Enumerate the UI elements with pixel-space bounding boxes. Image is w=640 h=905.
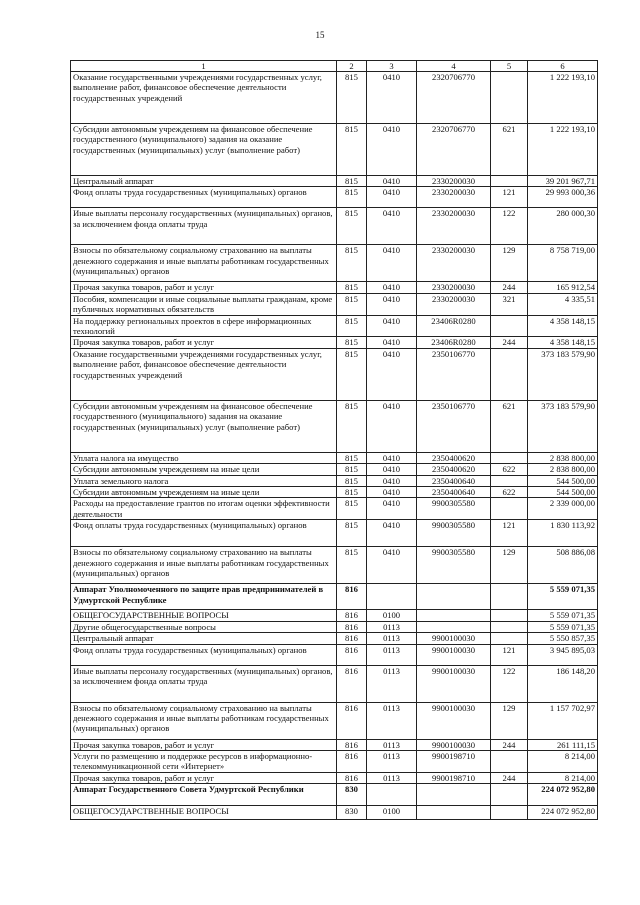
col-header-name: 1 bbox=[71, 61, 337, 72]
table-header-row bbox=[71, 61, 598, 72]
col-header-rz: 3 bbox=[367, 61, 417, 72]
table-row bbox=[71, 621, 598, 632]
cell-sum: 8 214,00 bbox=[528, 750, 598, 772]
cell-gr: 830 bbox=[337, 784, 367, 806]
cell-name: Пособия, компенсации и иные социальные выплаты гражданам, кроме публичных нормативных обязательств bbox=[71, 293, 337, 315]
cell-name: Прочая закупка товаров, работ и услуг bbox=[71, 739, 337, 750]
budget-table bbox=[70, 60, 598, 820]
cell-sum: 2 838 800,00 bbox=[528, 464, 598, 475]
cell-cs: 9900305580 bbox=[417, 520, 491, 547]
cell-vr bbox=[491, 784, 528, 806]
cell-gr: 815 bbox=[337, 72, 367, 124]
cell-name: Центральный аппарат bbox=[71, 176, 337, 187]
cell-sum: 1 830 113,92 bbox=[528, 520, 598, 547]
table-row bbox=[71, 293, 598, 315]
cell-sum: 508 886,08 bbox=[528, 547, 598, 584]
cell-vr: 121 bbox=[491, 644, 528, 665]
cell-vr bbox=[491, 176, 528, 187]
cell-gr: 816 bbox=[337, 644, 367, 665]
cell-name: Аппарат Уполномоченного по защите прав предпринимателей в Удмуртской Республике bbox=[71, 584, 337, 610]
cell-rz: 0410 bbox=[367, 208, 417, 245]
cell-name: Оказание государственными учреждениями государственных услуг, выполнение работ, финансовое обеспечение деятельности государственных учреждений bbox=[71, 348, 337, 400]
cell-gr: 815 bbox=[337, 315, 367, 337]
cell-gr: 815 bbox=[337, 245, 367, 282]
table-body bbox=[71, 72, 598, 820]
cell-vr bbox=[491, 72, 528, 124]
cell-sum: 544 500,00 bbox=[528, 487, 598, 498]
table-row bbox=[71, 72, 598, 124]
cell-cs: 9900100030 bbox=[417, 665, 491, 702]
cell-sum: 8 758 719,00 bbox=[528, 245, 598, 282]
cell-name: Уплата земельного налога bbox=[71, 475, 337, 486]
cell-vr bbox=[491, 348, 528, 400]
cell-cs: 2350106770 bbox=[417, 348, 491, 400]
cell-cs bbox=[417, 621, 491, 632]
cell-gr: 815 bbox=[337, 282, 367, 293]
cell-gr: 816 bbox=[337, 633, 367, 644]
cell-rz: 0100 bbox=[367, 610, 417, 621]
table-row bbox=[71, 610, 598, 621]
cell-gr: 815 bbox=[337, 176, 367, 187]
cell-name: Взносы по обязательному социальному страхованию на выплаты денежного содержания и иные выплаты работникам государственных (муниципальных) органов bbox=[71, 702, 337, 739]
cell-name: Прочая закупка товаров, работ и услуг bbox=[71, 282, 337, 293]
cell-cs: 2330200030 bbox=[417, 187, 491, 208]
cell-name: Субсидии автономным учреждениям на финансовое обеспечение государственного (муниципального) задания на оказание государственных (муниципальных) услуг (выполнение работ) bbox=[71, 124, 337, 176]
cell-vr: 129 bbox=[491, 245, 528, 282]
cell-vr: 244 bbox=[491, 337, 528, 348]
cell-sum: 5 559 071,35 bbox=[528, 584, 598, 610]
cell-rz: 0410 bbox=[367, 282, 417, 293]
cell-vr: 622 bbox=[491, 487, 528, 498]
cell-rz: 0410 bbox=[367, 464, 417, 475]
cell-gr: 815 bbox=[337, 187, 367, 208]
col-header-sum: 6 bbox=[528, 61, 598, 72]
cell-rz: 0113 bbox=[367, 772, 417, 783]
cell-sum: 29 993 000,36 bbox=[528, 187, 598, 208]
cell-cs: 2330200030 bbox=[417, 293, 491, 315]
cell-vr: 121 bbox=[491, 187, 528, 208]
cell-name: Фонд оплаты труда государственных (муниципальных) органов bbox=[71, 644, 337, 665]
table-row bbox=[71, 187, 598, 208]
cell-cs: 2330200030 bbox=[417, 176, 491, 187]
cell-rz: 0113 bbox=[367, 750, 417, 772]
table-row bbox=[71, 806, 598, 820]
cell-cs: 9900198710 bbox=[417, 750, 491, 772]
cell-name: Уплата налога на имущество bbox=[71, 452, 337, 463]
cell-gr: 815 bbox=[337, 487, 367, 498]
cell-gr: 816 bbox=[337, 665, 367, 702]
cell-sum: 186 148,20 bbox=[528, 665, 598, 702]
cell-gr: 815 bbox=[337, 547, 367, 584]
table-row bbox=[71, 124, 598, 176]
cell-vr bbox=[491, 498, 528, 520]
cell-name: Взносы по обязательному социальному страхованию на выплаты денежного содержания и иные выплаты работникам государственных (муниципальных) органов bbox=[71, 245, 337, 282]
cell-vr: 121 bbox=[491, 520, 528, 547]
cell-sum: 2 339 000,00 bbox=[528, 498, 598, 520]
cell-sum: 224 072 952,80 bbox=[528, 784, 598, 806]
cell-name: ОБЩЕГОСУДАРСТВЕННЫЕ ВОПРОСЫ bbox=[71, 610, 337, 621]
cell-name: Фонд оплаты труда государственных (муниципальных) органов bbox=[71, 187, 337, 208]
cell-cs: 9900100030 bbox=[417, 633, 491, 644]
cell-vr bbox=[491, 452, 528, 463]
cell-sum: 1 157 702,97 bbox=[528, 702, 598, 739]
cell-vr: 321 bbox=[491, 293, 528, 315]
cell-vr: 621 bbox=[491, 124, 528, 176]
cell-rz: 0410 bbox=[367, 475, 417, 486]
cell-cs: 9900198710 bbox=[417, 772, 491, 783]
cell-gr: 815 bbox=[337, 452, 367, 463]
cell-name: Центральный аппарат bbox=[71, 633, 337, 644]
cell-cs: 9900100030 bbox=[417, 739, 491, 750]
cell-rz: 0410 bbox=[367, 487, 417, 498]
cell-rz: 0410 bbox=[367, 124, 417, 176]
cell-vr bbox=[491, 633, 528, 644]
table-row bbox=[71, 633, 598, 644]
cell-vr: 129 bbox=[491, 702, 528, 739]
cell-gr: 816 bbox=[337, 610, 367, 621]
cell-rz: 0410 bbox=[367, 348, 417, 400]
cell-sum: 3 945 895,03 bbox=[528, 644, 598, 665]
cell-cs bbox=[417, 784, 491, 806]
cell-rz: 0410 bbox=[367, 400, 417, 452]
cell-name: Взносы по обязательному социальному страхованию на выплаты денежного содержания и иные выплаты работникам государственных (муниципальных) органов bbox=[71, 547, 337, 584]
cell-rz: 0113 bbox=[367, 621, 417, 632]
cell-gr: 816 bbox=[337, 750, 367, 772]
cell-vr bbox=[491, 315, 528, 337]
cell-sum: 4 358 148,15 bbox=[528, 337, 598, 348]
cell-vr: 244 bbox=[491, 282, 528, 293]
cell-rz: 0113 bbox=[367, 633, 417, 644]
table-row bbox=[71, 784, 598, 806]
table-row bbox=[71, 475, 598, 486]
cell-gr: 815 bbox=[337, 124, 367, 176]
table-row bbox=[71, 176, 598, 187]
cell-vr: 244 bbox=[491, 772, 528, 783]
cell-cs: 2330200030 bbox=[417, 245, 491, 282]
cell-rz: 0410 bbox=[367, 293, 417, 315]
cell-cs: 9900305580 bbox=[417, 498, 491, 520]
cell-vr: 129 bbox=[491, 547, 528, 584]
cell-name: Прочая закупка товаров, работ и услуг bbox=[71, 772, 337, 783]
cell-cs: 23406R0280 bbox=[417, 337, 491, 348]
cell-vr bbox=[491, 806, 528, 820]
table-row bbox=[71, 739, 598, 750]
cell-rz: 0410 bbox=[367, 187, 417, 208]
cell-vr bbox=[491, 750, 528, 772]
cell-cs bbox=[417, 610, 491, 621]
cell-rz: 0410 bbox=[367, 337, 417, 348]
table-row bbox=[71, 772, 598, 783]
cell-name: Услуги по размещению и поддержке ресурсов в информационно-телекоммуникационной сети «Интернет» bbox=[71, 750, 337, 772]
cell-sum: 280 000,30 bbox=[528, 208, 598, 245]
table-row bbox=[71, 487, 598, 498]
cell-cs: 2320706770 bbox=[417, 72, 491, 124]
cell-gr: 816 bbox=[337, 772, 367, 783]
cell-sum: 5 559 071,35 bbox=[528, 621, 598, 632]
cell-cs: 2350400640 bbox=[417, 475, 491, 486]
cell-gr: 816 bbox=[337, 584, 367, 610]
cell-gr: 815 bbox=[337, 464, 367, 475]
table-row bbox=[71, 315, 598, 337]
cell-rz: 0113 bbox=[367, 644, 417, 665]
cell-sum: 2 838 800,00 bbox=[528, 452, 598, 463]
cell-vr: 244 bbox=[491, 739, 528, 750]
cell-gr: 830 bbox=[337, 806, 367, 820]
cell-gr: 815 bbox=[337, 208, 367, 245]
cell-vr: 622 bbox=[491, 464, 528, 475]
cell-gr: 815 bbox=[337, 498, 367, 520]
cell-vr bbox=[491, 621, 528, 632]
table-row bbox=[71, 452, 598, 463]
cell-rz: 0410 bbox=[367, 245, 417, 282]
cell-rz: 0100 bbox=[367, 806, 417, 820]
cell-cs: 2330200030 bbox=[417, 282, 491, 293]
col-header-gr: 2 bbox=[337, 61, 367, 72]
cell-gr: 815 bbox=[337, 337, 367, 348]
cell-vr bbox=[491, 610, 528, 621]
cell-name: Субсидии автономным учреждениям на иные цели bbox=[71, 487, 337, 498]
table-row bbox=[71, 337, 598, 348]
cell-sum: 1 222 193,10 bbox=[528, 124, 598, 176]
cell-vr: 122 bbox=[491, 208, 528, 245]
cell-cs: 23406R0280 bbox=[417, 315, 491, 337]
cell-rz: 0410 bbox=[367, 452, 417, 463]
cell-name: Аппарат Государственного Совета Удмуртской Республики bbox=[71, 784, 337, 806]
cell-sum: 165 912,54 bbox=[528, 282, 598, 293]
cell-cs bbox=[417, 584, 491, 610]
table-row bbox=[71, 702, 598, 739]
cell-name: Другие общегосударственные вопросы bbox=[71, 621, 337, 632]
cell-name: Иные выплаты персоналу государственных (муниципальных) органов, за исключением фонда оплаты труда bbox=[71, 665, 337, 702]
cell-cs: 9900100030 bbox=[417, 644, 491, 665]
cell-sum: 5 559 071,35 bbox=[528, 610, 598, 621]
cell-rz bbox=[367, 584, 417, 610]
cell-rz: 0410 bbox=[367, 520, 417, 547]
cell-rz: 0410 bbox=[367, 547, 417, 584]
cell-sum: 373 183 579,90 bbox=[528, 348, 598, 400]
cell-gr: 816 bbox=[337, 621, 367, 632]
cell-sum: 544 500,00 bbox=[528, 475, 598, 486]
cell-cs: 9900100030 bbox=[417, 702, 491, 739]
cell-vr bbox=[491, 475, 528, 486]
cell-vr: 122 bbox=[491, 665, 528, 702]
cell-vr: 621 bbox=[491, 400, 528, 452]
cell-sum: 1 222 193,10 bbox=[528, 72, 598, 124]
cell-sum: 373 183 579,90 bbox=[528, 400, 598, 452]
table-row bbox=[71, 498, 598, 520]
cell-sum: 261 111,15 bbox=[528, 739, 598, 750]
cell-rz: 0113 bbox=[367, 702, 417, 739]
table-row bbox=[71, 584, 598, 610]
cell-cs bbox=[417, 806, 491, 820]
cell-name: Расходы на предоставление грантов по итогам оценки эффективности деятельности bbox=[71, 498, 337, 520]
cell-gr: 815 bbox=[337, 520, 367, 547]
page-number: 15 bbox=[315, 30, 325, 40]
cell-name: На поддержку региональных проектов в сфере информационных технологий bbox=[71, 315, 337, 337]
cell-name: Иные выплаты персоналу государственных (муниципальных) органов, за исключением фонда оплаты труда bbox=[71, 208, 337, 245]
cell-gr: 816 bbox=[337, 702, 367, 739]
cell-rz bbox=[367, 784, 417, 806]
col-header-vr: 5 bbox=[491, 61, 528, 72]
cell-sum: 8 214,00 bbox=[528, 772, 598, 783]
cell-cs: 2350400620 bbox=[417, 452, 491, 463]
cell-sum: 39 201 967,71 bbox=[528, 176, 598, 187]
table-row bbox=[71, 547, 598, 584]
table-row bbox=[71, 348, 598, 400]
cell-rz: 0410 bbox=[367, 176, 417, 187]
cell-rz: 0113 bbox=[367, 665, 417, 702]
cell-name: Прочая закупка товаров, работ и услуг bbox=[71, 337, 337, 348]
cell-name: Фонд оплаты труда государственных (муниципальных) органов bbox=[71, 520, 337, 547]
cell-sum: 4 358 148,15 bbox=[528, 315, 598, 337]
table-row bbox=[71, 208, 598, 245]
cell-rz: 0410 bbox=[367, 498, 417, 520]
table-row bbox=[71, 400, 598, 452]
cell-cs: 9900305580 bbox=[417, 547, 491, 584]
cell-name: Оказание государственными учреждениями государственных услуг, выполнение работ, финансовое обеспечение деятельности государственных учреждений bbox=[71, 72, 337, 124]
cell-name: Субсидии автономным учреждениям на финансовое обеспечение государственного (муниципального) задания на оказание государственных (муниципальных) услуг (выполнение работ) bbox=[71, 400, 337, 452]
cell-vr bbox=[491, 584, 528, 610]
cell-rz: 0410 bbox=[367, 315, 417, 337]
cell-cs: 2320706770 bbox=[417, 124, 491, 176]
cell-gr: 815 bbox=[337, 293, 367, 315]
cell-cs: 2350106770 bbox=[417, 400, 491, 452]
cell-name: ОБЩЕГОСУДАРСТВЕННЫЕ ВОПРОСЫ bbox=[71, 806, 337, 820]
table-row bbox=[71, 282, 598, 293]
table-row bbox=[71, 665, 598, 702]
cell-cs: 2350400640 bbox=[417, 487, 491, 498]
cell-sum: 5 550 857,35 bbox=[528, 633, 598, 644]
table-row bbox=[71, 245, 598, 282]
cell-cs: 2350400620 bbox=[417, 464, 491, 475]
table-row bbox=[71, 644, 598, 665]
table-row bbox=[71, 520, 598, 547]
cell-cs: 2330200030 bbox=[417, 208, 491, 245]
cell-gr: 815 bbox=[337, 475, 367, 486]
cell-rz: 0113 bbox=[367, 739, 417, 750]
table-row bbox=[71, 464, 598, 475]
col-header-cs: 4 bbox=[417, 61, 491, 72]
cell-gr: 815 bbox=[337, 348, 367, 400]
cell-rz: 0410 bbox=[367, 72, 417, 124]
cell-sum: 224 072 952,80 bbox=[528, 806, 598, 820]
cell-gr: 815 bbox=[337, 400, 367, 452]
cell-name: Субсидии автономным учреждениям на иные цели bbox=[71, 464, 337, 475]
cell-gr: 816 bbox=[337, 739, 367, 750]
cell-sum: 4 335,51 bbox=[528, 293, 598, 315]
table-row bbox=[71, 750, 598, 772]
